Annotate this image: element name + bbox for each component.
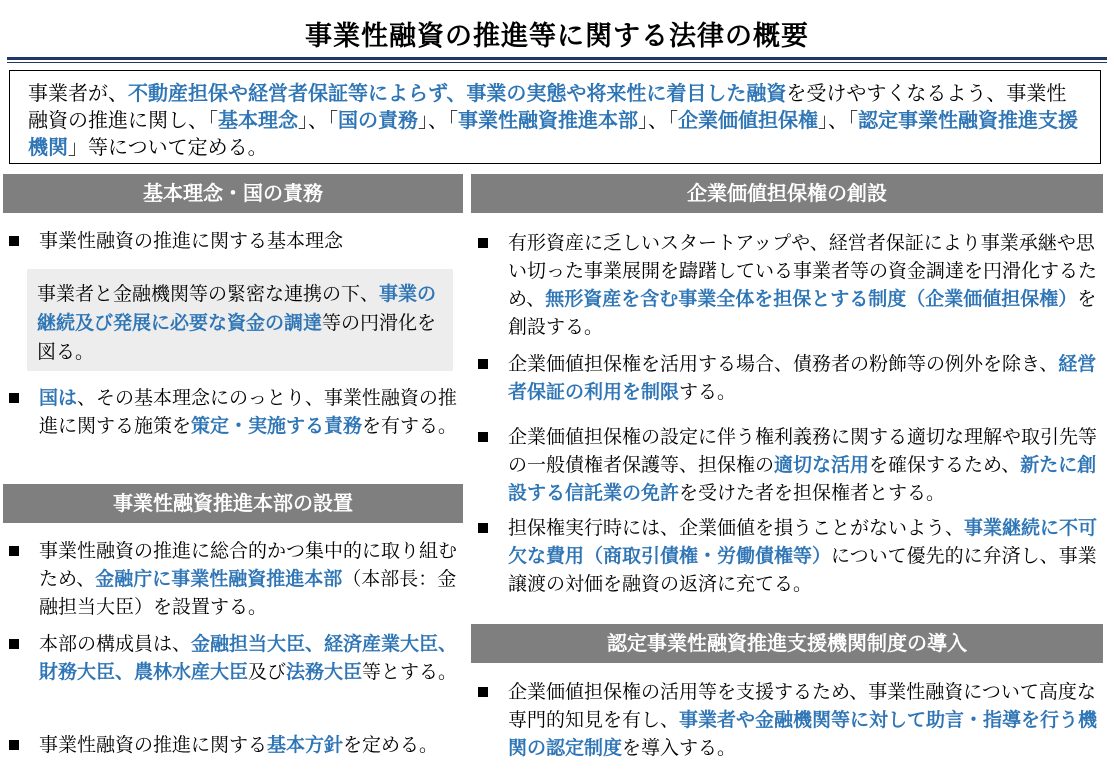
- highlighted-text: 基本理念: [218, 108, 298, 132]
- list-item-text: [508, 678, 1103, 762]
- square-bullet-icon: [478, 359, 488, 369]
- text-segment: する。: [679, 381, 737, 403]
- text-segment: 担保権実行時には、企業価値を損うことがないよう、: [508, 517, 965, 539]
- list-item-text: [39, 630, 459, 686]
- list-item: [478, 514, 1103, 598]
- text-segment: を受けやすくなるよう、事業性融資の推進に関し、「: [28, 81, 1067, 132]
- page-title: 事業性融資の推進等に関する法律の概要: [305, 21, 809, 52]
- text-segment: 等とする。: [362, 661, 458, 683]
- text-segment: 、その基本理念にのっとり、事業性融資の推進に関する施策を: [39, 387, 457, 437]
- text-segment: 及び: [248, 661, 287, 683]
- text-segment: 」、「: [818, 108, 858, 132]
- square-bullet-icon: [478, 432, 488, 442]
- list-item: [9, 731, 469, 759]
- list-item: [9, 384, 459, 440]
- list-item-text: [508, 350, 1103, 406]
- list-item-text: [508, 423, 1103, 507]
- text-segment: 有形資産に乏しいスタートアップや、経営者保証により事業承継や思い切った事業展開を躊躇している事業者等の資金調達を円滑化するため、: [508, 232, 1098, 310]
- section-heading-certified-support-institutions: 認定事業性融資推進支援機関制度の導入: [471, 624, 1103, 663]
- list-item: [9, 630, 459, 686]
- text-segment: を創設する。: [508, 288, 1097, 338]
- section-heading-enterprise-value-charge: 企業価値担保権の創設: [471, 174, 1103, 213]
- section-heading-basic-principles: 基本理念・国の責務: [3, 174, 463, 213]
- text-segment: 企業価値担保権の活用等を支援するため、事業性融資について高度な専門的知見を有し、: [508, 681, 1096, 731]
- list-item: [478, 350, 1103, 406]
- highlighted-text: 適切な活用: [774, 454, 870, 476]
- list-item-text: [508, 514, 1103, 598]
- highlighted-text: 認定事業性融資推進支援機関: [28, 108, 1078, 159]
- text-segment: 」、「: [638, 108, 678, 132]
- list-item-text: [508, 229, 1103, 341]
- square-bullet-icon: [9, 740, 19, 750]
- square-bullet-icon: [9, 546, 19, 556]
- highlighted-text: 金融庁に事業性融資推進本部: [95, 568, 343, 590]
- list-item-text: [39, 731, 469, 759]
- highlighted-text: 法務大臣: [286, 661, 363, 683]
- list-item-text: [39, 537, 459, 621]
- text-segment: 等の円滑化を図る。: [37, 312, 437, 363]
- square-bullet-icon: [478, 687, 488, 697]
- list-item-text: [39, 384, 459, 440]
- highlighted-text: 事業の継続及び発展に必要な資金の調達: [37, 283, 437, 334]
- highlighted-text: 国の責務: [338, 108, 418, 132]
- text-segment: を定める。: [343, 734, 439, 756]
- highlighted-text: 不動産担保や経営者保証等によらず、事業の実態や将来性に着目した融資: [128, 81, 787, 105]
- square-bullet-icon: [9, 393, 19, 403]
- list-item-text: [39, 227, 459, 255]
- text-segment: 本部の構成員は、: [39, 633, 192, 655]
- text-segment: 」等について定める。: [68, 135, 268, 159]
- list-item: [478, 423, 1103, 507]
- text-segment: 事業者と金融機関等の緊密な連携の下、: [37, 283, 380, 305]
- text-segment: を確保するため、: [869, 454, 1021, 476]
- text-segment: （本部長：金融担当大臣）を設置する。: [39, 568, 457, 618]
- square-bullet-icon: [9, 639, 19, 649]
- highlighted-text: 策定・実施する責務: [191, 415, 363, 437]
- highlighted-text: 経営者保証の利用を制限: [508, 353, 1097, 403]
- text-segment: 事業性融資の推進に関する: [39, 734, 268, 756]
- text-segment: 事業性融資の推進に関する基本理念: [39, 230, 344, 252]
- text-segment: を有する。: [362, 415, 458, 437]
- highlighted-text: 無形資産を含む事業全体を担保とする制度（企業価値担保権）: [545, 288, 1078, 310]
- square-bullet-icon: [9, 236, 19, 246]
- highlighted-text: 基本方針: [267, 734, 344, 756]
- text-segment: を受けた者を担保権者とする。: [679, 482, 946, 504]
- highlighted-text: 国は: [39, 387, 78, 409]
- title-divider: [7, 57, 1107, 60]
- section-heading-promotion-hq: 事業性融資推進本部の設置: [3, 484, 463, 523]
- list-item: [478, 678, 1103, 762]
- text-segment: 」、「: [298, 108, 338, 132]
- text-segment: 企業価値担保権の設定に伴う権利義務に関する適切な理解や取引先等の一般債権者保護等、担保権の: [508, 426, 1098, 476]
- list-item: [478, 229, 1103, 341]
- text-segment: 事業者が、: [28, 81, 128, 105]
- highlighted-text: 金融担当大臣、経済産業大臣、財務大臣、農林水産大臣: [39, 633, 458, 683]
- list-item: [9, 537, 459, 621]
- basic-principle-quote-box: [27, 269, 453, 371]
- text-segment: 企業価値担保権を活用する場合、債務者の粉飾等の例外を除き、: [508, 353, 1059, 375]
- highlighted-text: 事業性融資推進本部: [458, 108, 638, 132]
- text-segment: を導入する。: [622, 737, 737, 759]
- highlighted-text: 事業継続に不可欠な費用（商取引債権・労働債権等）: [508, 517, 1098, 567]
- square-bullet-icon: [478, 523, 488, 533]
- text-segment: について優先的に弁済し、事業譲渡の対価を融資の返済に充てる。: [508, 545, 1097, 595]
- text-segment: 事業性融資の推進に総合的かつ集中的に取り組むため、: [39, 540, 458, 590]
- title-divider-thin: [7, 62, 1107, 63]
- highlighted-text: 事業者や金融機関等に対して助言・指導を行う機関の認定制度: [508, 709, 1098, 759]
- summary-box: [9, 70, 1101, 164]
- text-segment: 」、「: [418, 108, 458, 132]
- list-item: [9, 227, 459, 255]
- square-bullet-icon: [478, 238, 488, 248]
- highlighted-text: 企業価値担保権: [678, 108, 818, 132]
- highlighted-text: 新たに創設する信託業の免許: [508, 454, 1097, 504]
